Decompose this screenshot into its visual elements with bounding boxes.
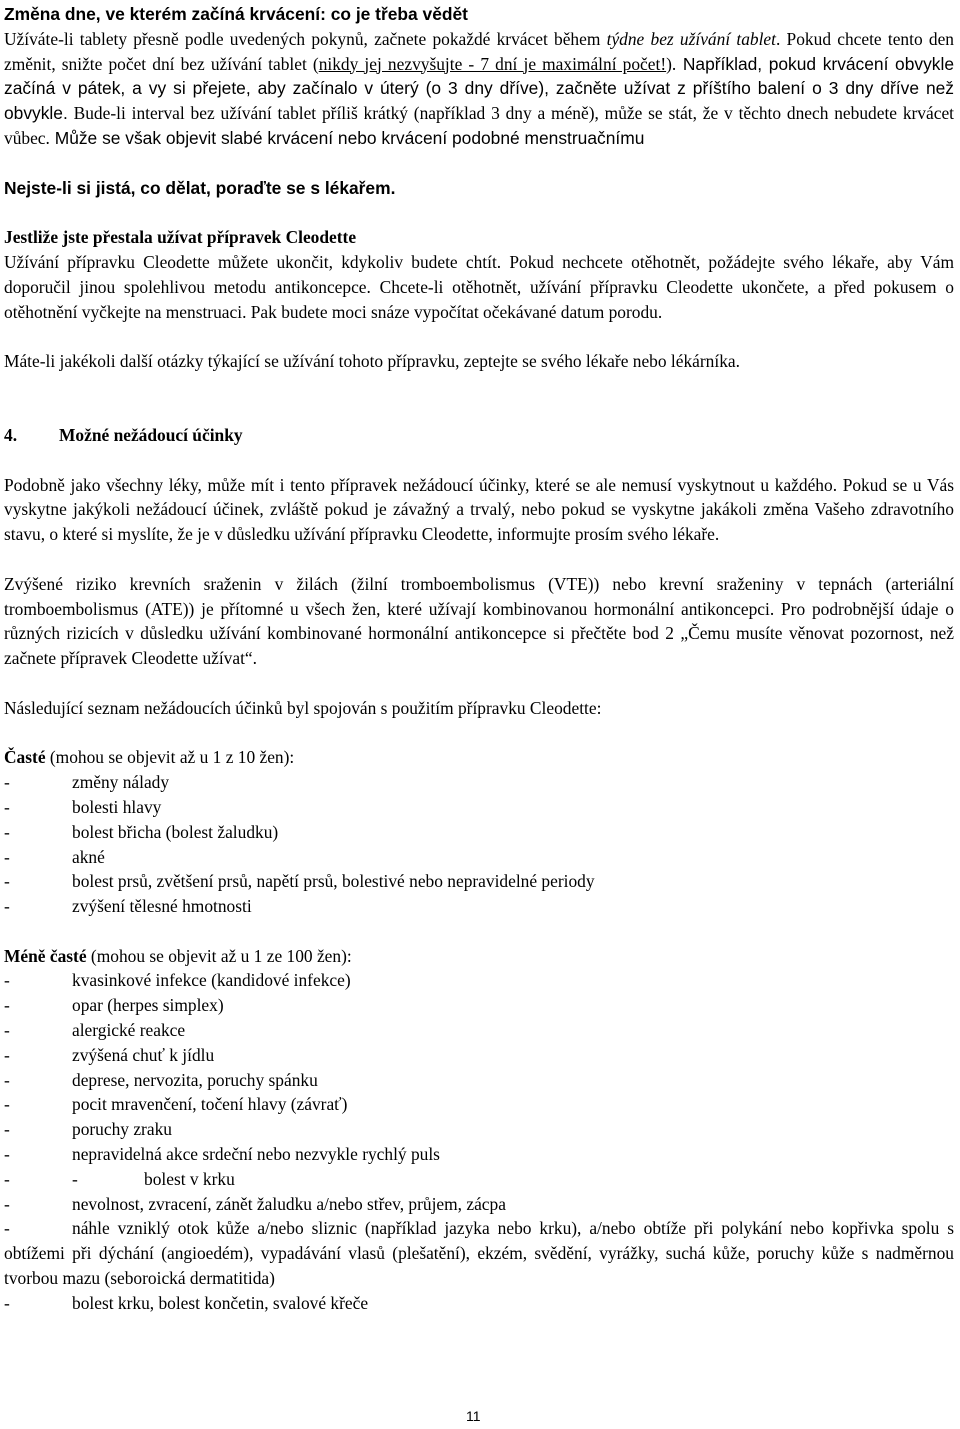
dash: - <box>4 1119 10 1140</box>
sans-run: Například, pokud krvácení obvykle začíná v pátek, a vy si přejete, aby začínalo v úterý (o 3 dny dříve), začněte užívat z příštího balení o 3 dny dříve než obvykle. <box>4 53 954 124</box>
uncommon-frequency-heading <box>4 944 954 969</box>
dash: - <box>4 1020 10 1041</box>
dash: - <box>4 1144 10 1165</box>
section-4-heading <box>4 423 954 448</box>
underlined-run: nikdy jej nezvyšujte - 7 dní je maximální počet! <box>318 53 667 74</box>
list-item <box>4 795 954 820</box>
section-number: 4. <box>4 424 18 445</box>
frequency-description: (mohou se objevit až u 1 ze 100 žen): <box>86 945 352 966</box>
common-effects-list <box>4 770 954 919</box>
list-item-text: náhle vzniklý otok kůže a/nebo sliznic (například jazyka nebo krku), a/nebo obtíže při polykání nebo kopřivka spolu s obtížemi při dýchání (angioedém), vypadávání vlasů (plešatění), ekzém, svědění, vyrážky, suchá kůže, poruchy kůže s nadměrnou tvorbou mazu (seboroická dermatitida) <box>4 1218 954 1289</box>
consult-doctor-note: Nejste-li si jistá, co dělat, poraďte se s lékařem. <box>4 177 396 198</box>
sans-run: Může se však objevit slabé krvácení nebo krvácení podobné menstruačnímu <box>49 127 645 148</box>
page-number: 11 <box>466 1408 481 1424</box>
list-item <box>4 1167 954 1192</box>
list-item-text: pocit mravenčení, točení hlavy (závrať) <box>72 1094 348 1115</box>
list-item <box>4 894 954 919</box>
dash: - <box>4 995 10 1016</box>
list-item-text: zvýšená chuť k jídlu <box>72 1044 215 1065</box>
list-item <box>4 1142 954 1167</box>
dash: - <box>4 1069 10 1090</box>
list-item <box>4 1092 954 1117</box>
dash: - <box>4 1218 10 1239</box>
dash: - <box>4 871 10 892</box>
dash: - <box>4 772 10 793</box>
bleeding-change-paragraph <box>4 27 954 151</box>
list-item <box>4 968 954 993</box>
text-run: . Pokud chcete tento den změnit, snižte počet dní bez užívání tablet ( <box>4 28 954 74</box>
dash: - <box>4 1044 10 1065</box>
list-item <box>4 1018 954 1043</box>
list-item-text: bolest břicha (bolest žaludku) <box>72 821 279 842</box>
list-item-text: změny nálady <box>72 772 170 793</box>
list-item <box>4 993 954 1018</box>
list-item-text: poruchy zraku <box>72 1119 172 1140</box>
stop-taking-heading: Jestliže jste přestala užívat přípravek Cleodette <box>4 227 357 248</box>
list-item <box>4 845 954 870</box>
common-frequency-heading <box>4 745 954 770</box>
dash: - <box>4 970 10 991</box>
dash: - <box>4 896 10 917</box>
list-item-text: zvýšení tělesné hmotnosti <box>72 896 252 917</box>
list-item <box>4 869 954 894</box>
list-item <box>4 1068 954 1093</box>
list-item-text: deprese, nervozita, poruchy spánku <box>72 1069 318 1090</box>
list-item-text: kvasinkové infekce (kandidové infekce) <box>72 970 351 991</box>
text-run: Užíváte-li tablety přesně podle uvedených pokynů, začnete pokaždé krvácet během <box>4 28 607 49</box>
list-item-text: bolest v krku <box>144 1168 235 1189</box>
list-item-text: alergické reakce <box>72 1020 186 1041</box>
document-page <box>4 2 954 1316</box>
dash: - <box>4 1168 10 1189</box>
text-run: Pokud nechcete otěhotnět, požádejte svého lékaře, aby Vám doporučil jinou spolehlivou metodu antikoncepce. Chcete-li otěhotnět, užívání přípravku Cleodette ukončete, a před pokusem o otěhotnění vyčkejte na menstruaci. Pak budete moci snáze vypočítat očekávané datum porodu. <box>4 251 954 322</box>
text-run: Užívání přípravku Cleodette můžete ukončit, kdykoliv budete chtít. <box>4 251 502 272</box>
list-item-text: bolesti hlavy <box>72 796 162 817</box>
list-item <box>4 1117 954 1142</box>
frequency-label: Méně časté <box>4 945 87 966</box>
italic-run: týdne bez užívání tablet <box>606 28 776 49</box>
list-intro: Následující seznam nežádoucích účinků byl spojován s použitím přípravku Cleodette: <box>4 697 602 718</box>
further-questions-paragraph: Máte-li jakékoli další otázky týkající se užívání tohoto přípravku, zeptejte se svého lékaře nebo lékárníka. <box>4 351 740 372</box>
list-item-text: bolest krku, bolest končetin, svalové křeče <box>72 1292 369 1313</box>
thrombosis-paragraph: Zvýšené riziko krevních sraženin v žilách (žilní tromboembolismus (VTE)) nebo krevní sraženiny v tepnách (arteriální tromboembolismus (ATE)) je přítomné u všech žen, které užívají kombinovanou hormonální antikoncepci. Pro podrobnější údaje o různých rizicích v důsledku užívání kombinované hormonální antikoncepce si přečtěte bod 2 „Čemu musíte věnovat pozornost, než začnete přípravek Cleodette užívat“. <box>4 573 954 669</box>
list-item <box>4 770 954 795</box>
section-title: Možné nežádoucí účinky <box>59 424 243 445</box>
list-item-text: nevolnost, zvracení, zánět žaludku a/nebo střev, průjem, zácpa <box>72 1193 506 1214</box>
uncommon-effects-list <box>4 968 954 1315</box>
list-item-text: nepravidelná akce srdeční nebo nezvykle rychlý puls <box>72 1144 440 1165</box>
list-item <box>4 1291 954 1316</box>
dash: - <box>4 1292 10 1313</box>
dash: - <box>4 1193 10 1214</box>
list-item-text: bolest prsů, zvětšení prsů, napětí prsů, bolestivé nebo nepravidelné periody <box>72 871 595 892</box>
dash: - <box>4 846 10 867</box>
list-item <box>4 1192 954 1217</box>
list-item-text: opar (herpes simplex) <box>72 995 224 1016</box>
list-item <box>4 1216 954 1290</box>
dash: - <box>4 1094 10 1115</box>
text-run: Bude-li interval bez užívání tablet příliš krátký (například 3 dny a méně), může se stát, že v těchto dnech nebudete krvácet vůbec. <box>4 103 954 148</box>
list-item-text: akné <box>72 846 105 867</box>
side-effects-intro: Podobně jako všechny léky, může mít i tento přípravek nežádoucí účinky, které se ale nemusí vyskytnout u každého. Pokud se u Vás vyskytne jakýkoli nežádoucí účinek, zvláště pokud je závažný a trvalý, nebo pokud se vyskytne jakákoli změna Vašeho zdravotního stavu, o které si myslíte, že je v důsledku užívání přípravku Cleodette, informujte prosím svého lékaře. <box>4 474 954 545</box>
dash: - <box>72 1168 78 1189</box>
frequency-label: Časté <box>4 747 46 768</box>
stop-taking-paragraph <box>4 250 954 324</box>
list-item <box>4 1043 954 1068</box>
dash: - <box>4 821 10 842</box>
dash: - <box>4 796 10 817</box>
text-run: ). <box>666 53 677 74</box>
frequency-description: (mohou se objevit až u 1 z 10 žen): <box>45 747 295 768</box>
list-item <box>4 820 954 845</box>
bleeding-change-heading: Změna dne, ve kterém začíná krvácení: co je třeba vědět <box>4 4 468 24</box>
